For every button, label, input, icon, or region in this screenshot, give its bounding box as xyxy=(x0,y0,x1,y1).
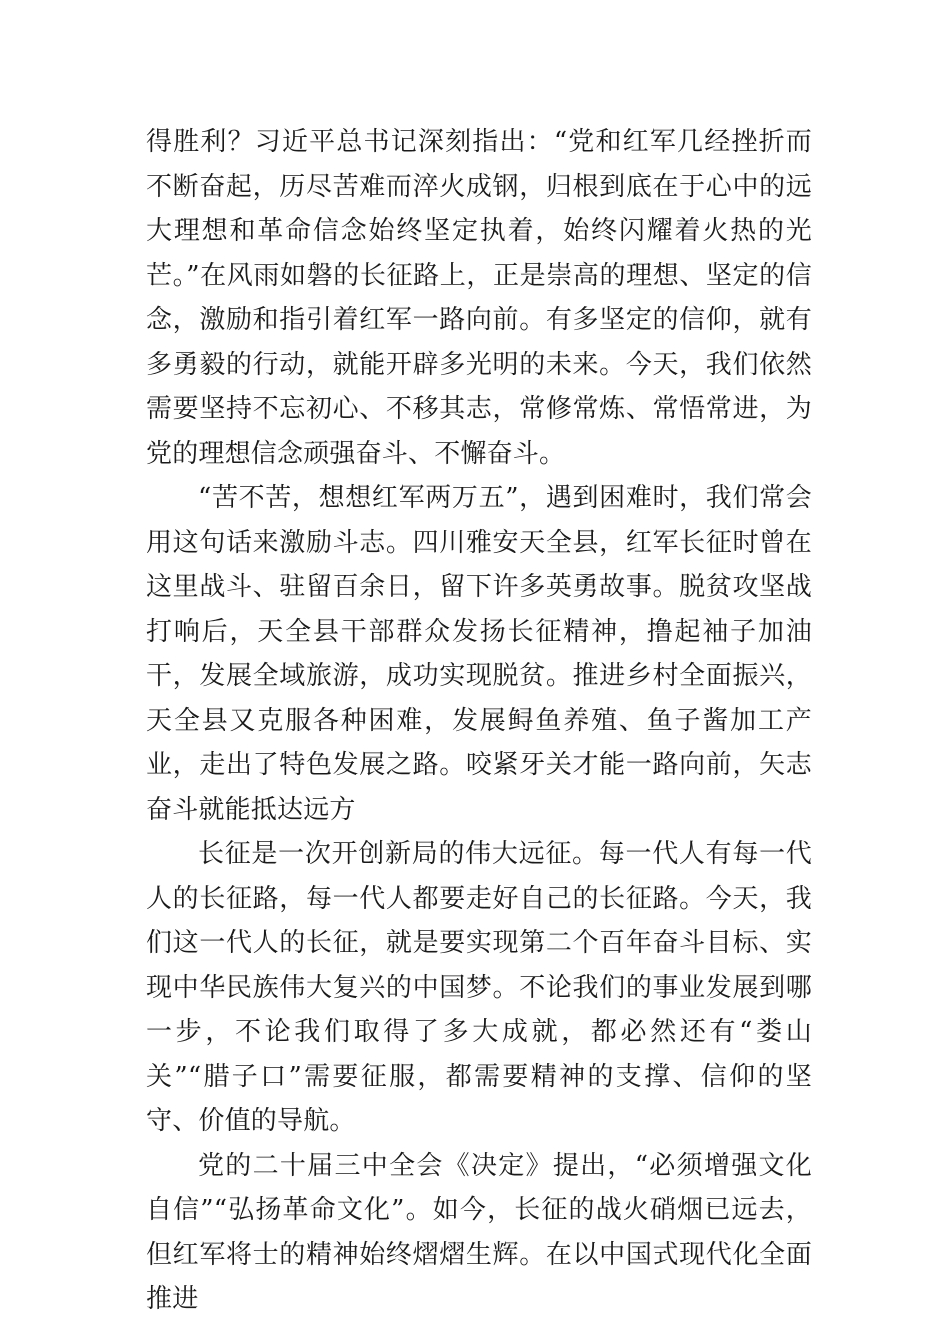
paragraph-1: 得胜利？习近平总书记深刻指出：“党和红军几经挫折而不断奋起，历尽苦难而淬火成钢，归根到底在于心中的远大理想和革命信念始终坚定执着，始终闪耀着火热的光芒。”在风雨如磐的长征路上，正是崇高的理想、坚定的信念，激励和指引着红军一路向前。有多坚定的信仰，就有多勇毅的行动，就能开辟多光明的未来。今天，我们依然需要坚持不忘初心、不移其志，常修常炼、常悟常进，为党的理想信念顽强奋斗、不懈奋斗。 xyxy=(146,127,812,469)
paragraph-4: 党的二十届三中全会《决定》提出，“必须增强文化自信”“弘扬革命文化”。如今，长征的战火硝烟已远去，但红军将士的精神始终熠熠生辉。在以中国式现代化全面推进 xyxy=(146,1150,812,1314)
body-text xyxy=(146,120,812,1322)
paragraph-3: 长征是一次开创新局的伟大远征。每一代人有每一代人的长征路，每一代人都要走好自己的长征路。今天，我们这一代人的长征，就是要实现第二个百年奋斗目标、实现中华民族伟大复兴的中国梦。不论我们的事业发展到哪一步，不论我们取得了多大成就，都必然还有“娄山关”“腊子口”需要征服，都需要精神的支撑、信仰的坚守、价值的导航。 xyxy=(146,839,812,1136)
paragraph-2: “苦不苦，想想红军两万五”，遇到困难时，我们常会用这句话来激励斗志。四川雅安天全县，红军长征时曾在这里战斗、驻留百余日，留下许多英勇故事。脱贫攻坚战打响后，天全县干部群众发扬长征精神，撸起袖子加油干，发展全域旅游，成功实现脱贫。推进乡村全面振兴，天全县又克服各种困难，发展鲟鱼养殖、鱼子酱加工产业，走出了特色发展之路。咬紧牙关才能一路向前，矢志奋斗就能抵达远方 xyxy=(146,483,812,825)
